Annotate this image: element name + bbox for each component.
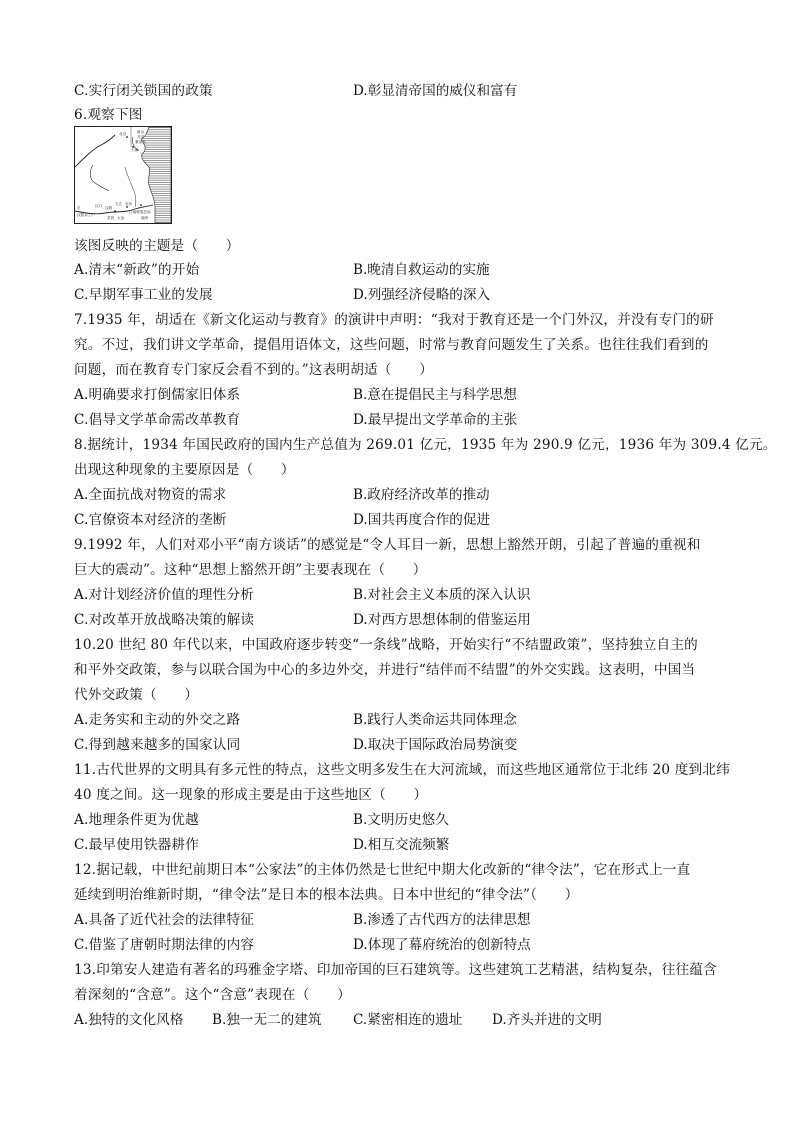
q9-option-c: C.对改革开放战略决策的解读 [74,612,255,628]
map-label-jiangnan-arsenal: 江南制造总局 [129,210,151,214]
q10-option-c: C.得到越来越多的国家认同 [74,737,241,753]
q13-option-b: B.独一无二的建筑 [212,1012,322,1028]
q5-option-d: D.彰显清帝国的威仪和富有 [353,83,518,99]
grand-canal [125,167,136,207]
map-label-beijing: 北京 [119,132,127,136]
q8-option-a: A.全面抗战对物资的需求 [74,487,227,503]
map-label-wuchang: 武昌 [107,216,115,220]
q9-stem-line-2: 巨大的震动”。这种“思想上豁然开朗”主要表现在（ ） [74,562,427,578]
map-label-hanyang: 汉阳 [105,206,113,210]
q7-option-b: B.意在提倡民主与科学思想 [353,387,517,403]
map-label-chang: 长 [77,206,81,210]
q7-stem-line-3: 问题，而在教育专门家反会看不到的。”这表明胡适（ ） [74,362,433,378]
q11-stem-line-2: 40 度之间。这一现象的形成主要是由于这些地区（ ） [74,787,428,803]
q7-option-a: A.明确要求打倒儒家旧体系 [74,387,241,403]
q8-option-b: B.政府经济改革的推动 [353,487,490,503]
q6-question: 该图反映的主题是（ ） [74,238,240,254]
q7-option-c: C.倡导文学革命需改革教育 [74,412,241,428]
q6-stem: 6.观察下图 [74,107,143,123]
q8-stem-line-2: 出现这种现象的主要原因是（ ） [74,462,295,478]
map-figure [75,127,171,223]
q11-option-a: A.地理条件更为优越 [74,812,199,828]
q10-option-a: A.走务实和主动的外交之路 [74,712,241,728]
map-label-hankou: 汉口 [95,204,103,208]
q12-stem-line-2: 延续到明治维新时期，“律令法”是日本的根本法典。日本中世纪的“律令法”（ ） [74,887,579,903]
q12-option-a: A.具备了近代社会的法律特征 [74,912,255,928]
q12-stem-line-1: 12.据记载，中世纪前期日本“公家法”的主体仍然是七世纪中期大化改新的“律令法”，它在形式上一直 [74,862,691,878]
q5-option-c: C.实行闭关锁国的政策 [74,83,213,99]
q10-stem-line-3: 代外交政策（ ） [74,687,199,703]
q7-stem-line-2: 究。不过，我们讲文学革命，提倡用语体文，这些问题，时常与教育问题发生了关系。也往往我们看到的 [74,337,709,353]
q13-stem-line-2: 着深刻的“含意”。这个“含意”表现在（ ） [74,987,351,1003]
q6-map [74,126,172,224]
map-label-fuzhou: 福州 [141,216,149,220]
q13-option-a: A.独特的文化风格 [74,1012,184,1028]
map-label-jiujiang: 九江 [115,202,123,206]
map-label-tianjin: 天津 [131,148,139,152]
q6-option-a: A.清末“新政”的开始 [74,262,200,278]
q8-option-d: D.国共再度合作的促进 [353,512,491,528]
map-label-daye: 大冶 [117,216,125,220]
q6-option-b: B.晚清自救运动的实施 [353,262,490,278]
q9-option-a: A.对计划经济价值的理性分析 [74,587,255,603]
q9-option-d: D.对西方思想体制的借鉴运用 [353,612,531,628]
q10-option-d: D.取决于国际政治局势演变 [353,737,518,753]
q8-stem-line-1: 8.据统计，1934 年国民政府的国内生产总值为 269.01 亿元，1935 年为 290.9 亿元，1936 年为 309.4 亿元。 [74,437,777,453]
q6-option-d: D.列强经济侵略的深入 [353,287,491,303]
map-label-anqing: 安庆 [125,202,133,206]
map-label-kaiping: 开平 [137,135,145,139]
q12-option-c: C.借鉴了唐朝时期法律的内容 [74,937,255,953]
q13-stem-line-1: 13.印第安人建造有著名的玛雅金字塔、印加帝国的巨石建筑等。这些建筑工艺精湛，结构复杂，往往蕴含 [74,962,717,978]
q7-option-d: D.最早提出文学革命的主张 [353,412,518,428]
q13-option-c: C.紧密相连的遗址 [353,1012,463,1028]
river-bend [90,165,109,191]
q10-option-b: B.践行人类命运共同体理念 [353,712,517,728]
q11-option-c: C.最早使用铁器耕作 [74,837,199,853]
q6-option-c: C.早期军事工业的发展 [74,287,213,303]
q8-option-c: C.官僚资本对经济的垄断 [74,512,227,528]
q10-stem-line-1: 10.20 世纪 80 年代以来，中国政府逐步转变“一条线”战略，开始实行“不结盟政策”，坚持独立自主的 [74,637,698,653]
q12-option-d: D.体现了幕府统治的创新特点 [353,937,531,953]
q12-option-b: B.渗透了古代西方的法律思想 [353,912,531,928]
q7-stem-line-1: 7.1935 年，胡适在《新文化运动与教育》的演讲中声明：“我对于教育还是一个门外汉，并没有专门的研 [74,312,714,328]
map-label-tangshan: 唐山 [137,130,145,134]
q11-stem-line-1: 11.古代世界的文明具有多元性的特点，这些文明多发生在大河流域，而这些地区通常位于北纬 20 度到北纬 [74,762,730,778]
q13-option-d: D.齐头并进的文明 [492,1012,602,1028]
q9-stem-line-1: 9.1992 年，人们对邓小平“南方谈话”的感觉是“令人耳目一新，思想上豁然开朗，引起了普遍的重视和 [74,537,701,553]
yellow-river [75,135,115,167]
q10-stem-line-2: 和平外交政策，参与以联合国为中心的多边外交，并进行“结伴而不结盟”的外交实践。这表明，中国当 [74,662,696,678]
q11-option-d: D.相互交流频繁 [353,837,450,853]
q11-option-b: B.文明历史悠久 [353,812,449,828]
map-label-qinhuangdao: 秦皇岛 [135,140,146,144]
map-label-hanyang-arsenal: 汉阳兵工厂 [77,213,95,217]
q9-option-b: B.对社会主义本质的深入认识 [353,587,531,603]
